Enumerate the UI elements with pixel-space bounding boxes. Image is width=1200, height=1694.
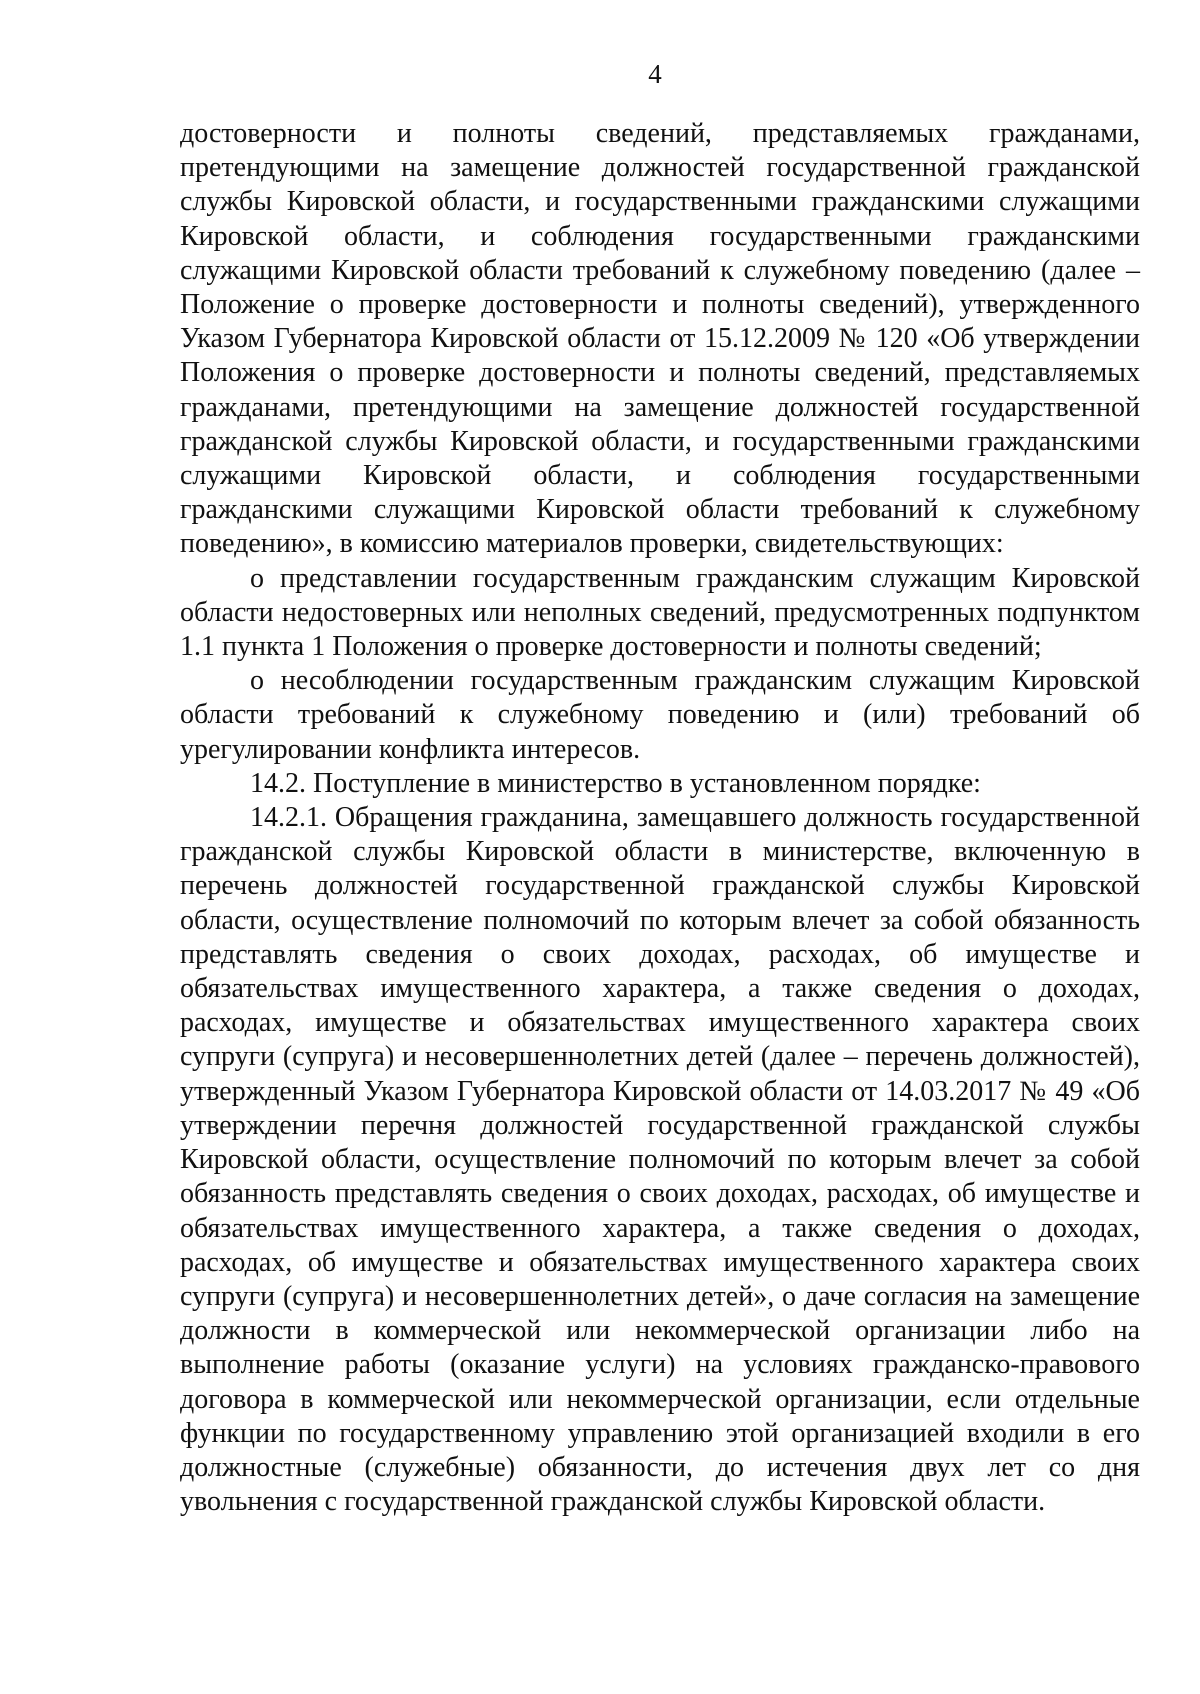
paragraph-14-2-heading: 14.2. Поступление в министерство в установленном порядке: [250, 767, 981, 799]
paragraph-continuation: достоверности и полноты сведений, представляемых гражданами, претендующими на замещение должностей государственной гражданской службы Кировской области, и государственными гражданскими служащими Кировской области, и соблюдения государственными гражданскими служащими Кировской области требований к служебному поведению (далее – Положение о проверке достоверности и полноты сведений), утвержденного Указом Губернатора Кировской области от 15.12.2009 № 120 «Об утверждении Положения о проверке достоверности и полноты сведений, представляемых гражданами, претендующими на замещение должностей государственной гражданской службы Кировской области, и государственными гражданскими служащими Кировской области, и соблюдения государственными гражданскими служащими Кировской области требований к служебному поведению», в комиссию материалов проверки, свидетельствующих: [180, 118, 1140, 560]
paragraph-14-2-1: 14.2.1. Обращения гражданина, замещавшего должность государственной гражданской службы Кировской области в министерстве, включенную в перечень должностей государственной гражданской службы Кировской области, осуществление полномочий по которым влечет за собой обязанность представлять сведения о своих доходах, расходах, об имуществе и обязательствах имущественного характера, а также сведения о доходах, расходах, имуществе и обязательствах имущественного характера своих супруги (супруга) и несовершеннолетних детей (далее – перечень должностей), утвержденный Указом Губернатора Кировской области от 14.03.2017 № 49 «Об утверждении перечня должностей государственной гражданской службы Кировской области, осуществление полномочий по которым влечет за собой обязанность представлять сведения о своих доходах, расходах, об имуществе и обязательствах имущественного характера, а также сведения о доходах, расходах, об имуществе и обязательствах имущественного характера своих супруги (супруга) и несовершеннолетних детей», о даче согласия на замещение должности в коммерческой или некоммерческой организации либо на выполнение работы (оказание услуги) на условиях гражданско-правового договора в коммерческой или некоммерческой организации, если отдельные функции по государственному управлению этой организацией входили в его должностные (служебные) обязанности, до истечения двух лет со дня увольнения с государственной гражданской службы Кировской области. [180, 802, 1140, 1518]
document-body [180, 117, 1140, 1519]
paragraph-unreliable-information: о представлении государственным гражданским служащим Кировской области недостоверных или неполных сведений, предусмотренных подпунктом 1.1 пункта 1 Положения о проверке достоверности и полноты сведений; [180, 562, 1140, 663]
page-number: 4 [648, 59, 662, 89]
paragraph-conduct-requirements: о несоблюдении государственным гражданским служащим Кировской области требований к служебному поведению и (или) требований об урегулировании конфликта интересов. [180, 665, 1140, 765]
